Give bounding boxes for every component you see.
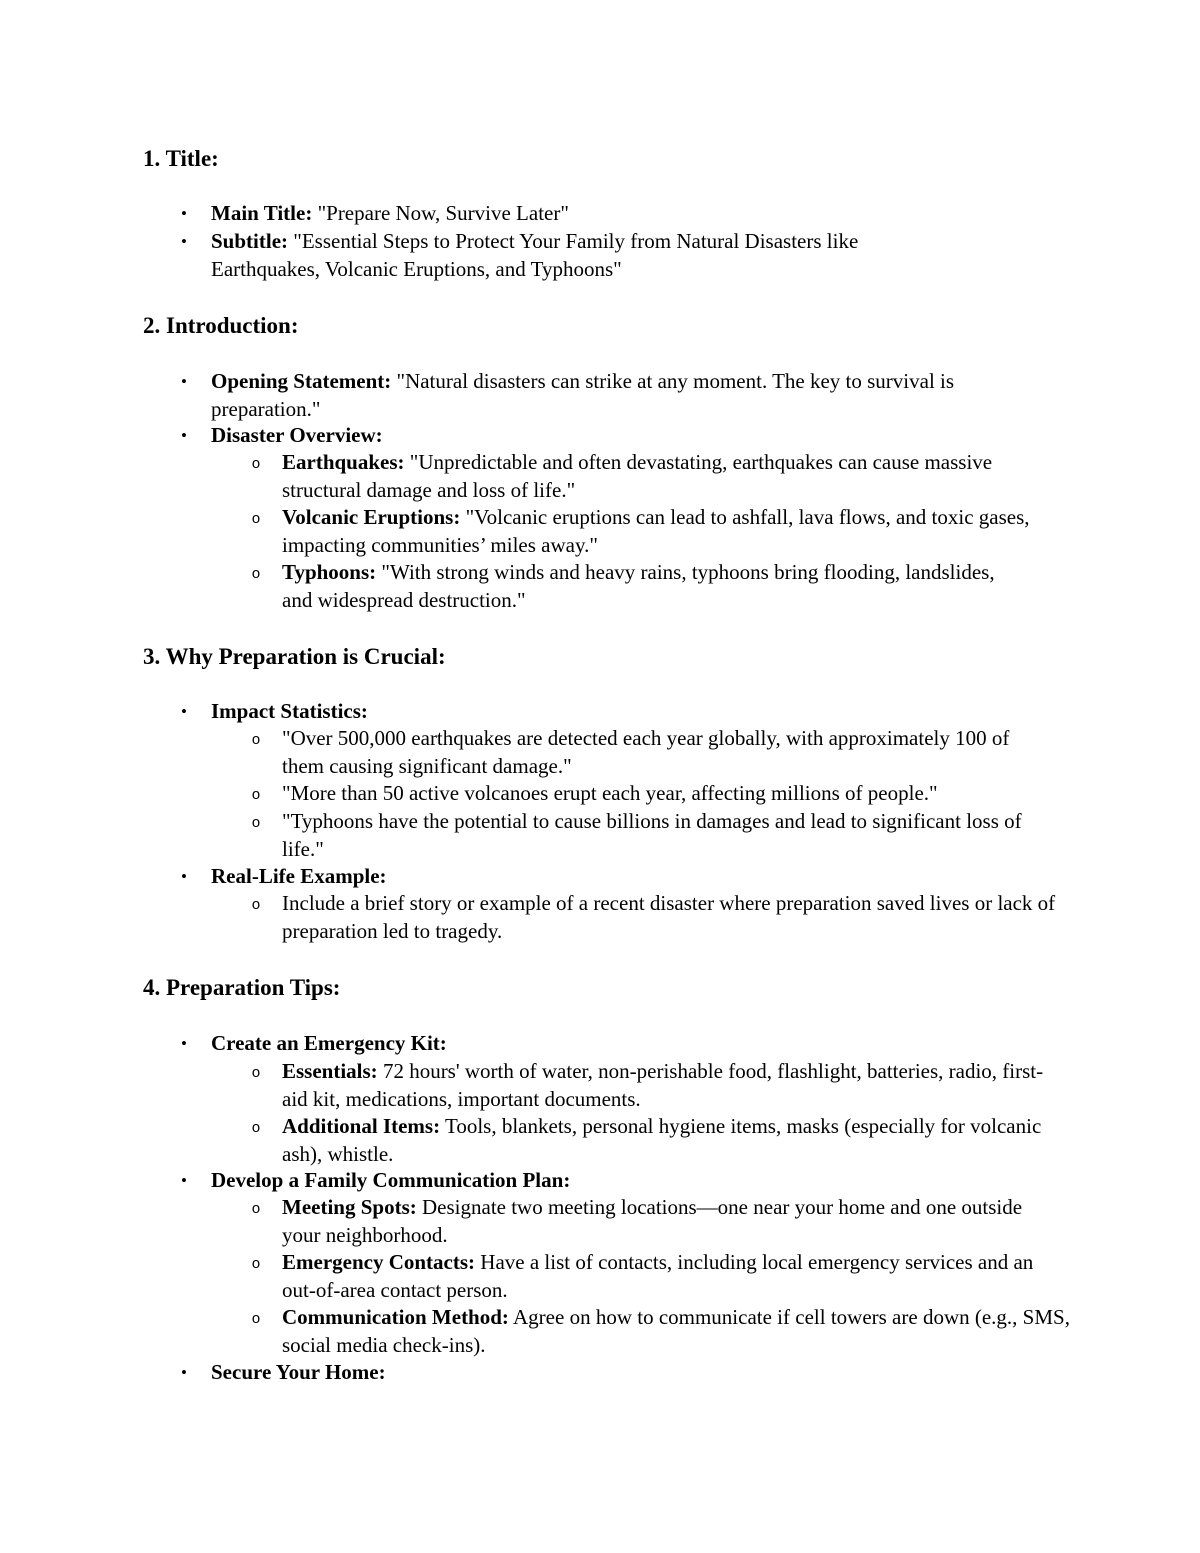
sub-bullet-icon: o	[251, 1311, 261, 1328]
bullet-icon: •	[181, 372, 187, 391]
sub-list-item: o Essentials: 72 hours' worth of water, non-perishable food, flashlight, batteries, radio, first-aid kit, medications, important documents.	[282, 1058, 1052, 1113]
list-item: • Subtitle: "Essential Steps to Protect Your Family from Natural Disasters like Earthquakes, Volcanic Eruptions, and Typhoons"	[211, 228, 971, 283]
section-heading-why-preparation: 3. Why Preparation is Crucial:	[143, 644, 446, 669]
bullet-icon: •	[181, 867, 187, 886]
sub-list-item: o "Typhoons have the potential to cause billions in damages and lead to significant loss of life."	[282, 808, 1062, 863]
bullet-icon: •	[181, 1363, 187, 1382]
sub-list-item: o Earthquakes: "Unpredictable and often devastating, earthquakes can cause massive structural damage and loss of life."	[282, 449, 1022, 504]
sub-bullet-icon: o	[251, 897, 261, 914]
sub-list-item: o Communication Method: Agree on how to communicate if cell towers are down (e.g., SMS, social media check-ins).	[282, 1304, 1072, 1359]
sub-list-item: o Meeting Spots: Designate two meeting locations—one near your home and one outside your neighborhood.	[282, 1194, 1062, 1249]
sub-bullet-icon: o	[251, 787, 261, 804]
sub-bullet-icon: o	[251, 511, 261, 528]
list-item: • Disaster Overview:	[211, 422, 1071, 450]
sub-list-item: o Include a brief story or example of a recent disaster where preparation saved lives or lack of preparation led to tragedy.	[282, 890, 1072, 945]
section-heading-title: 1. Title:	[143, 146, 219, 171]
bullet-icon: •	[181, 1171, 187, 1190]
list-item: • Develop a Family Communication Plan:	[211, 1167, 1071, 1195]
section-heading-preparation-tips: 4. Preparation Tips:	[143, 975, 341, 1000]
bullet-icon: •	[181, 702, 187, 721]
sub-bullet-icon: o	[251, 732, 261, 749]
sub-list-item: o Emergency Contacts: Have a list of contacts, including local emergency services and an out-of-area contact person.	[282, 1249, 1072, 1304]
bullet-icon: •	[181, 232, 187, 251]
sub-bullet-icon: o	[251, 1120, 261, 1137]
sub-list-item: o Volcanic Eruptions: "Volcanic eruptions can lead to ashfall, lava flows, and toxic gases, impacting communities’ miles away."	[282, 504, 1042, 559]
sub-list-item: o "Over 500,000 earthquakes are detected each year globally, with approximately 100 of them causing significant damage."	[282, 725, 1052, 780]
sub-list-item: o "More than 50 active volcanoes erupt each year, affecting millions of people."	[282, 780, 1072, 808]
sub-bullet-icon: o	[251, 566, 261, 583]
list-item: • Main Title: "Prepare Now, Survive Later"	[211, 200, 1071, 228]
list-item: • Secure Your Home:	[211, 1359, 1071, 1387]
sub-bullet-icon: o	[251, 1201, 261, 1218]
sub-bullet-icon: o	[251, 456, 261, 473]
bullet-icon: •	[181, 204, 187, 223]
bullet-icon: •	[181, 426, 187, 445]
section-heading-introduction: 2. Introduction:	[143, 313, 299, 338]
sub-list-item: o Additional Items: Tools, blankets, personal hygiene items, masks (especially for volcanic ash), whistle.	[282, 1113, 1072, 1168]
list-item: • Create an Emergency Kit:	[211, 1030, 1071, 1058]
bullet-icon: •	[181, 1034, 187, 1053]
list-item: • Opening Statement: "Natural disasters can strike at any moment. The key to survival is preparation."	[211, 368, 1061, 423]
list-item: • Real-Life Example:	[211, 863, 1071, 891]
list-item: • Impact Statistics:	[211, 698, 1071, 726]
sub-list-item: o Typhoons: "With strong winds and heavy rains, typhoons bring flooding, landslides, and widespread destruction."	[282, 559, 1002, 614]
sub-bullet-icon: o	[251, 815, 261, 832]
sub-bullet-icon: o	[251, 1256, 261, 1273]
sub-bullet-icon: o	[251, 1065, 261, 1082]
